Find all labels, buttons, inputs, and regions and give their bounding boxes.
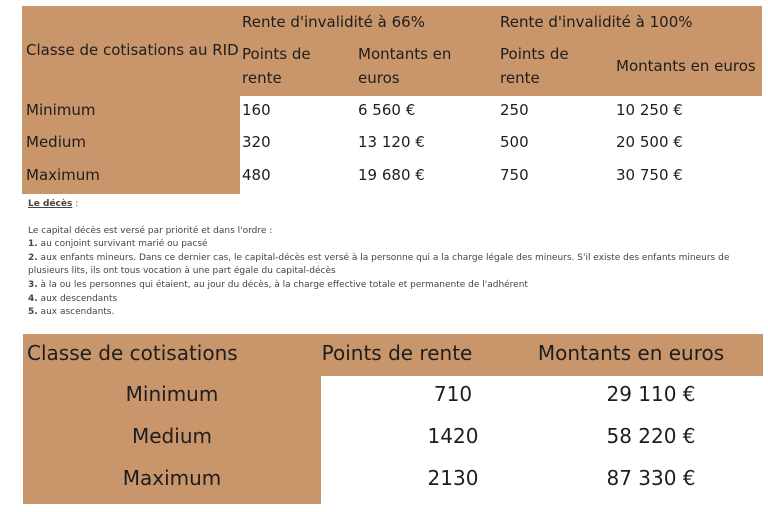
header-group-66: Rente d'invalidité à 66% (242, 13, 425, 31)
death-title-line (28, 198, 763, 212)
row-points-66: 320 (242, 133, 271, 151)
death-item (28, 238, 763, 252)
death-title: Le décès (28, 199, 73, 209)
death-item-text: au conjoint survivant marié ou pacsé (37, 239, 208, 250)
death-capital-table (23, 334, 763, 504)
row-points-100: 750 (500, 166, 529, 184)
row-points-100: 250 (500, 101, 529, 119)
row-label: Maximum (122, 466, 222, 490)
header-group-100: Rente d'invalidité à 100% (500, 13, 693, 31)
death-intro: Le capital décès est versé par priorité et dans l'ordre : (28, 225, 273, 236)
death-item-number: 1. (28, 239, 38, 250)
header-amount-66: Montants en euros (358, 45, 452, 87)
header-amount-100: Montants en euros (616, 57, 756, 75)
row-label: Medium (132, 424, 212, 448)
death-item-text: à la ou les personnes qui étaient, au jour du décès, à la charge effective totale et permanente de l'adhérent (37, 279, 528, 290)
invalidity-table (22, 6, 762, 194)
header-points-66: Points de rente (242, 45, 311, 87)
row-label: Minimum (125, 382, 219, 406)
row-points: 1420 (427, 424, 479, 448)
row-amount: 58 220 € (606, 424, 696, 448)
row-amount-100: 10 250 € (616, 101, 683, 119)
death-item (28, 279, 763, 293)
row-amount-100: 30 750 € (616, 166, 683, 184)
death-item (28, 306, 763, 320)
row-amount-66: 6 560 € (358, 101, 416, 119)
death-item (28, 252, 763, 279)
death-item-number: 3. (28, 279, 38, 290)
death-item-text: aux enfants mineurs. Dans ce dernier cas, le capital-décès est versé à la personne qui a la charge légale des mineurs. S'il existe des enfants mineurs de plusieurs lits, ils ont tous vocation à une part égale du capital-décès (28, 252, 730, 277)
row-label: Medium (26, 133, 86, 151)
row-amount: 87 330 € (606, 466, 696, 490)
header-points-100: Points de rente (500, 45, 569, 87)
death-item (28, 293, 763, 307)
death-item-number: 5. (28, 307, 38, 318)
death-item-text: aux descendants (37, 293, 118, 304)
row-label: Minimum (26, 101, 96, 119)
death-section (28, 198, 763, 320)
death-item-number: 2. (28, 252, 38, 263)
row-points-66: 480 (242, 166, 271, 184)
row-label: Maximum (26, 166, 100, 184)
row-amount-66: 19 680 € (358, 166, 425, 184)
row-amount-66: 13 120 € (358, 133, 425, 151)
header-class: Classe de cotisations au RID (26, 41, 239, 59)
row-points: 710 (433, 382, 473, 406)
death-item-number: 4. (28, 293, 38, 304)
header-class: Classe de cotisations (27, 341, 238, 365)
row-points-66: 160 (242, 101, 271, 119)
row-points-100: 500 (500, 133, 529, 151)
header-points: Points de rente (321, 341, 473, 365)
death-item-text: aux ascendants. (37, 307, 115, 318)
death-title-suffix: : (72, 199, 79, 209)
row-points: 2130 (427, 466, 479, 490)
row-amount: 29 110 € (606, 382, 696, 406)
header-amount: Montants en euros (537, 341, 725, 365)
row-amount-100: 20 500 € (616, 133, 683, 151)
